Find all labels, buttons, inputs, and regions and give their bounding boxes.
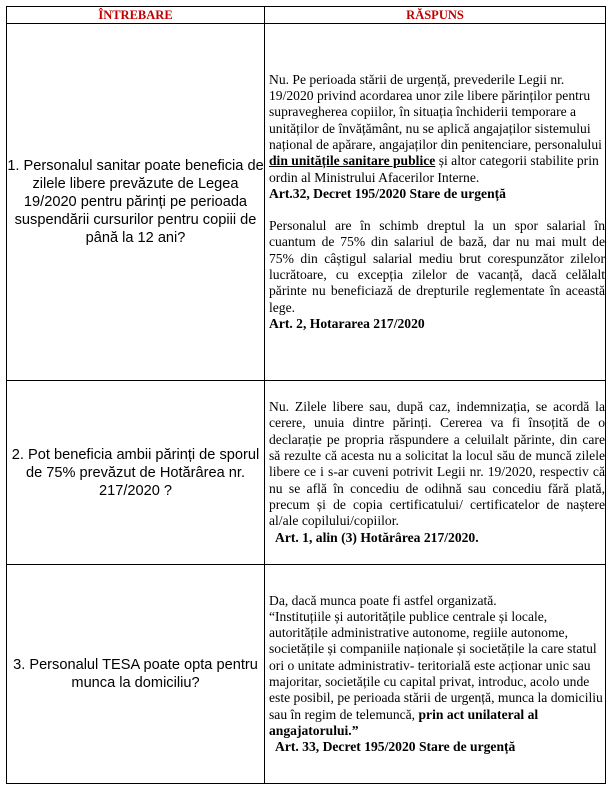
answer-paragraph: Nu. Zilele libere sau, după caz, indemnizația, se acordă la cerere, unuia dintre părinți. Cererea va fi însoțită de o declarație pe propria răspundere a celuilalt părinte, din care să rezulte că acesta nu a solicitat la locul său de muncă zilele libere ce i s-ar cuveni potrivit Legii nr. 19/2020, respectiv că nu se află în concediu de odihnă sau concediu fără plată, precum și de copia certificatului/ certificatelor de naștere al/ale copilului/copiilor. bbox=[269, 399, 605, 529]
quoted-law-text bbox=[265, 609, 605, 739]
table-row bbox=[7, 381, 606, 565]
question-column-header: ÎNTREBARE bbox=[7, 7, 265, 24]
qa-table bbox=[6, 6, 606, 784]
legal-reference: Art. 2, Hotararea 217/2020 bbox=[269, 315, 425, 331]
question-cell bbox=[7, 565, 265, 784]
answer-text: Nu. Pe perioada stării de urgență, prevederile Legii nr. 19/2020 privind acordarea unor zile libere părinților pentru supravegherea copiilor, în situația închiderii temporare a unităților de învățământ, nu se aplică angajaților sistemului național de apărare, angajaților din penitenciare, personalului bbox=[269, 71, 602, 152]
question-cell bbox=[7, 24, 265, 381]
table-row bbox=[7, 565, 606, 784]
legal-reference: Art.32, Decret 195/2020 Stare de urgență bbox=[269, 185, 506, 201]
question-text: 2. Pot beneficia ambii părinți de sporul de 75% prevăzut de Hotărârea nr. 217/2020 ? bbox=[11, 446, 260, 499]
question-text: 1. Personalul sanitar poate beneficia de zilele libere prevăzute de Legea 19/2020 pentru părinți pe perioada suspendării cursurilor pentru copiii de până la 12 ani? bbox=[7, 158, 264, 246]
legal-reference: Art. 1, alin (3) Hotărârea 217/2020. bbox=[275, 529, 479, 545]
header-row bbox=[7, 7, 606, 24]
answer-text: și altor categorii stabilite prin ordin al Ministrului Afacerilor Interne. bbox=[269, 153, 599, 185]
answer-cell bbox=[265, 381, 606, 565]
answer-paragraph bbox=[265, 72, 605, 186]
quote-emphasis: prin act unilateral al angajatorului.” bbox=[269, 706, 539, 738]
answer-cell bbox=[265, 565, 606, 784]
answer-paragraph: Personalul are în schimb dreptul la un spor salarial în cuantum de 75% din salariul de bază, dar nu mai mult de 75% din câștigul salarial mediu brut corespunzător zilelor lucrătoare, cu excepția zilelor de vacanță, dacă celălalt părinte nu beneficiază de drepturile reglementate în această lege. bbox=[269, 218, 605, 315]
answer-paragraph: Da, dacă munca poate fi astfel organizată. bbox=[269, 592, 497, 608]
answer-emphasis: din unitățile sanitare publice bbox=[269, 153, 436, 169]
question-cell bbox=[7, 381, 265, 565]
table-row bbox=[7, 24, 606, 381]
answer-cell bbox=[265, 24, 606, 381]
answer-column-header: RĂSPUNS bbox=[265, 7, 606, 24]
legal-reference: Art. 33, Decret 195/2020 Stare de urgență bbox=[275, 739, 516, 755]
question-text: 3. Personalul TESA poate opta pentru munca la domiciliu? bbox=[13, 657, 258, 691]
quote-text: “Instituțiile și autoritățile publice centrale și locale, autoritățile administrative autonome, regiile autonome, societățile și companiile naționale și societățile la care statul ori o unitate administrativ- teritorială este acționar unic sau majoritar, societățile cu capital privat, introduc, acolo unde este posibil, pe perioada stării de urgență, munca la domiciliu sau în regim de telemuncă, bbox=[269, 608, 603, 722]
